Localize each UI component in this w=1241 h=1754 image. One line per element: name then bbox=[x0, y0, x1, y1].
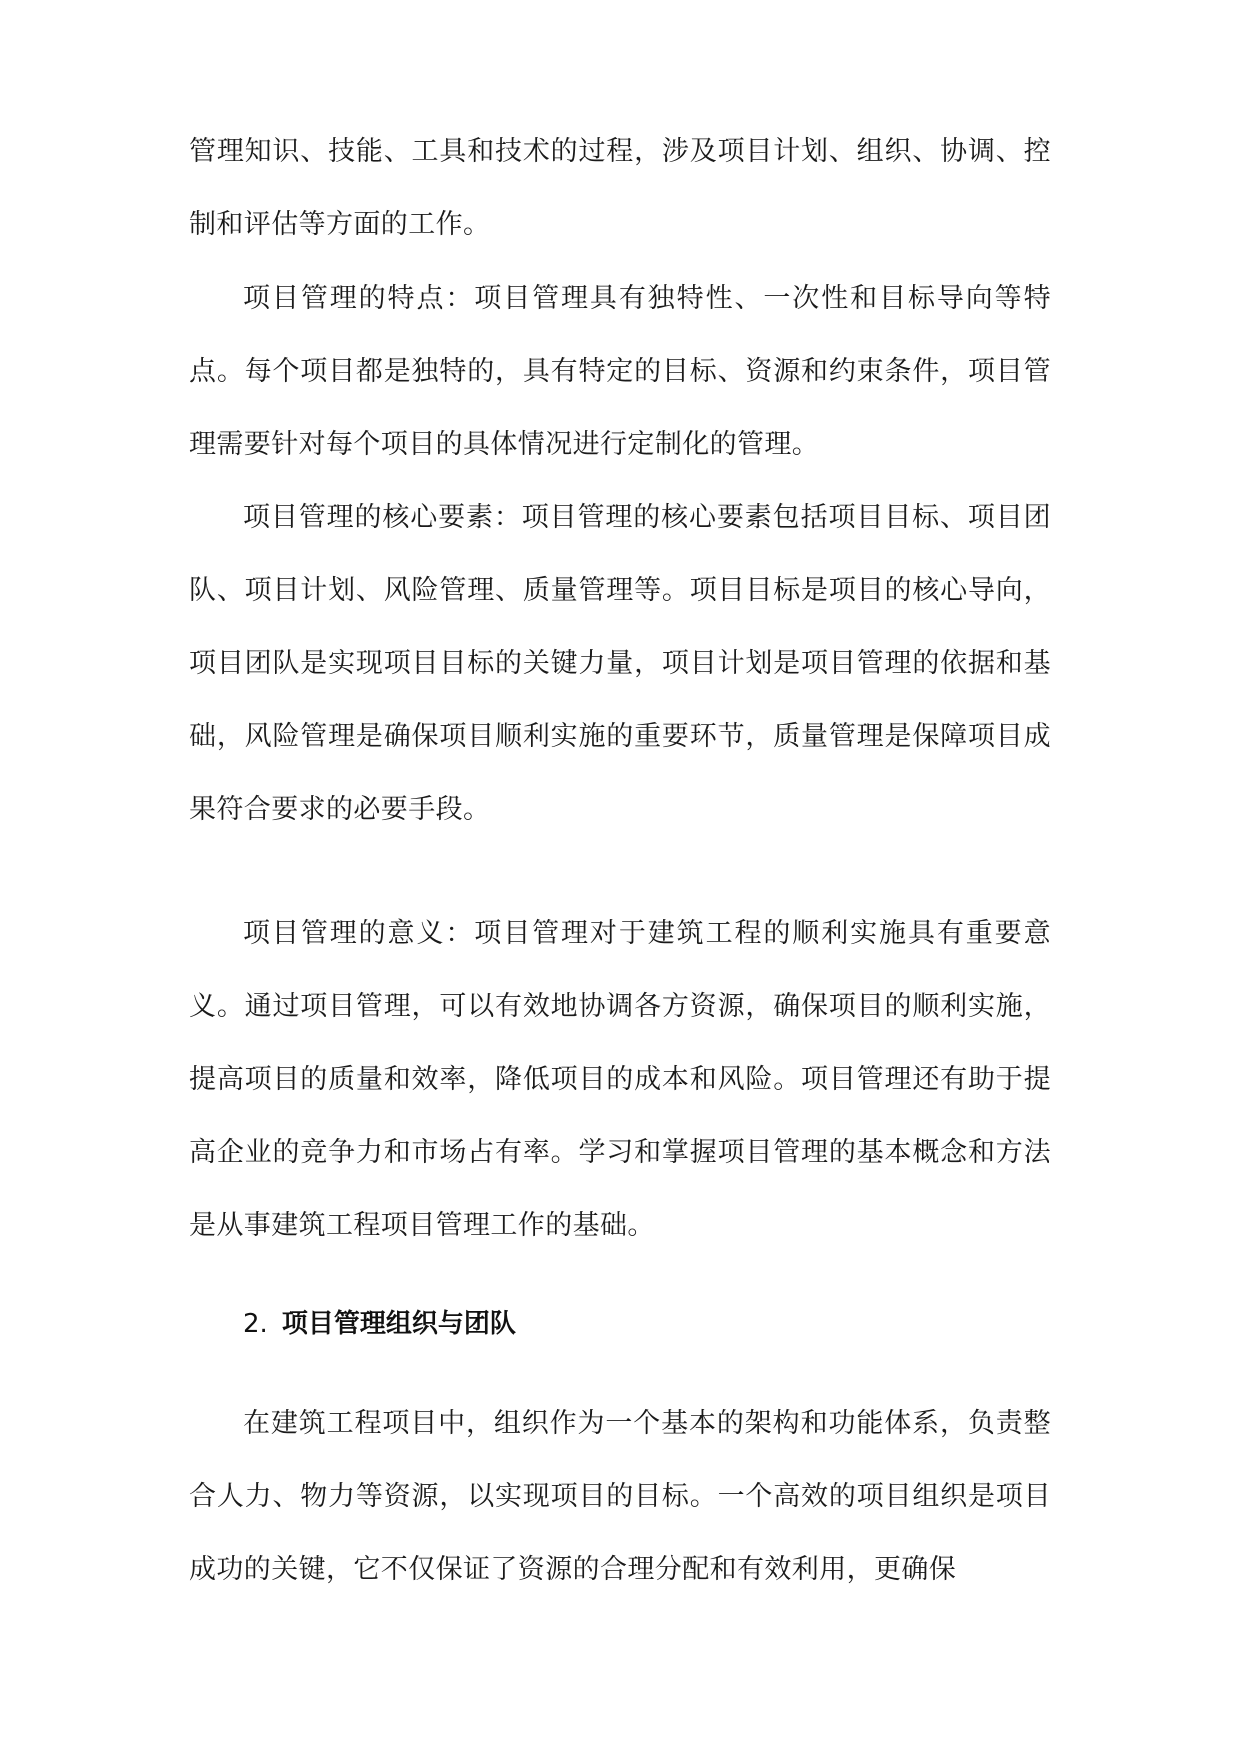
paragraph-significance: 项目管理的意义：项目管理对于建筑工程的顺利实施具有重要意义。通过项目管理，可以有效地协调各方资源，确保项目的顺利实施，提高项目的质量和效率，降低项目的成本和风险。项目管理还有助于提高企业的竞争力和市场占有率。学习和掌握项目管理的基本概念和方法是从事建筑工程项目管理工作的基础。 bbox=[189, 918, 1051, 1241]
section-number: 2. bbox=[243, 1309, 268, 1339]
paragraph-organization: 在建筑工程项目中，组织作为一个基本的架构和功能体系，负责整合人力、物力等资源，以实现项目的目标。一个高效的项目组织是项目成功的关键，它不仅保证了资源的合理分配和有效利用，更确保 bbox=[189, 1408, 1051, 1585]
paragraph-continuation: 管理知识、技能、工具和技术的过程，涉及项目计划、组织、协调、控制和评估等方面的工作。 bbox=[189, 136, 1051, 240]
paragraph-core-elements: 项目管理的核心要素：项目管理的核心要素包括项目目标、项目团队、项目计划、风险管理、质量管理等。项目目标是项目的核心导向，项目团队是实现项目目标的关键力量，项目计划是项目管理的依据和基础，风险管理是确保项目顺利实施的重要环节，质量管理是保障项目成果符合要求的必要手段。 bbox=[189, 502, 1051, 825]
section-title: 项目管理组织与团队 bbox=[281, 1309, 516, 1339]
paragraph-characteristics: 项目管理的特点：项目管理具有独特性、一次性和目标导向等特点。每个项目都是独特的，具有特定的目标、资源和约束条件，项目管理需要针对每个项目的具体情况进行定制化的管理。 bbox=[189, 283, 1051, 460]
section-heading bbox=[243, 1302, 516, 1346]
